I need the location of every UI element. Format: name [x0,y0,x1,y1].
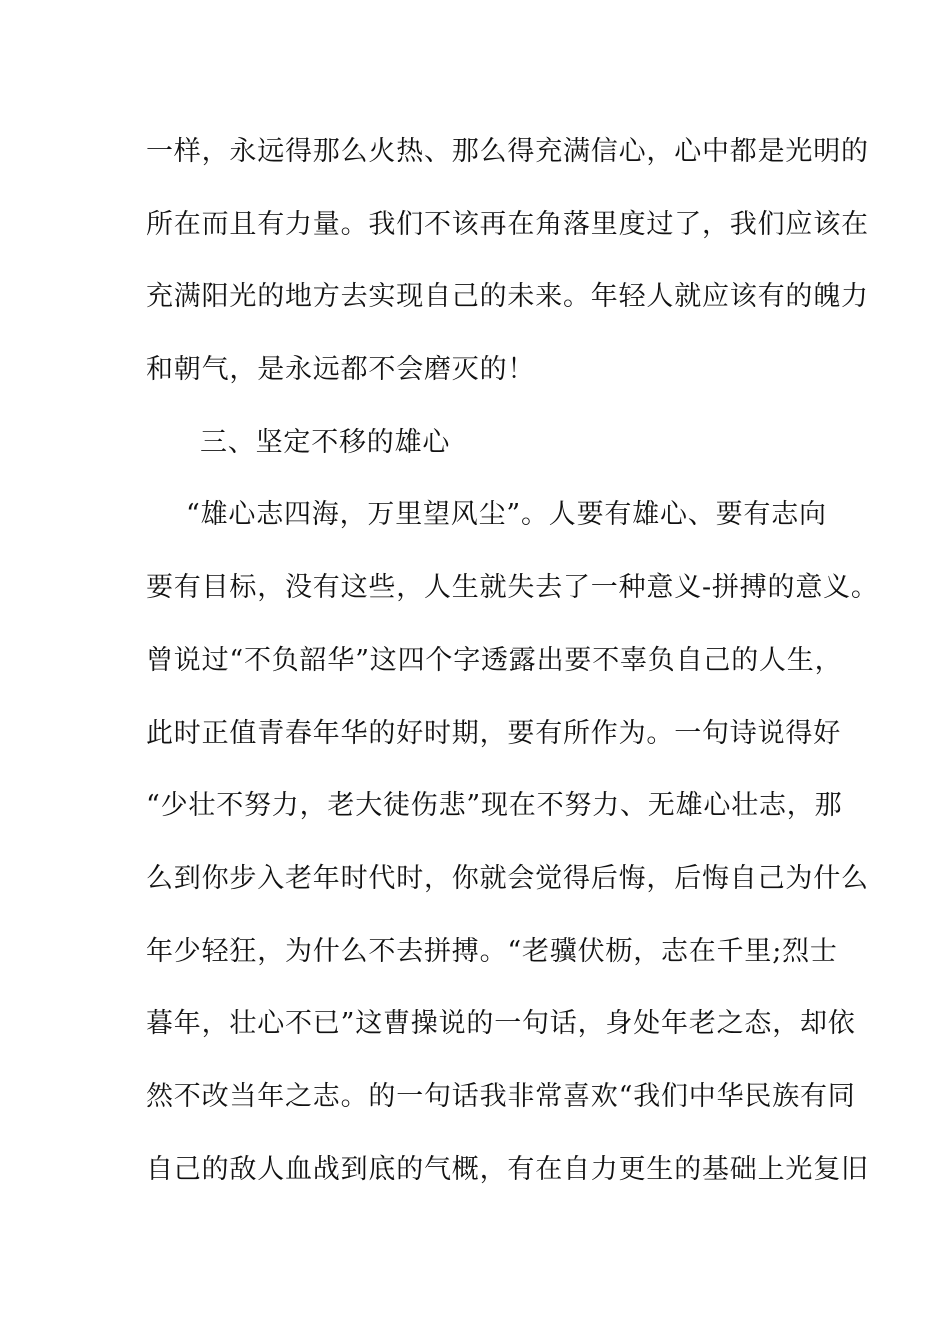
document-body [146,130,879,1220]
text-line: 年少轻狂，为什么不去拼搏。“老骥伏枥，志在千里;烈士 [146,935,838,967]
text-line: 然不改当年之志。的一句话我非常喜欢“我们中华民族有同 [146,1080,856,1112]
text-line: 要有目标，没有这些，人生就失去了一种意义-拼搏的意义。 [146,572,879,604]
text-line: “雄心志四海，万里望风尘”。人要有雄心、要有志向 [186,499,827,531]
text-line: 此时正值青春年华的好时期，要有所作为。一句诗说得好 [146,717,841,749]
text-line: 暮年，壮心不已”这曹操说的一句话，身处年老之态，却依 [146,1008,856,1040]
text-line: “少壮不努力，老大徒伤悲”现在不努力、无雄心壮志，那 [146,790,843,822]
text-line: 曾说过“不负韶华”这四个字透露出要不辜负自己的人生， [146,644,843,676]
text-line: 自己的敌人血战到底的气概，有在自力更生的基础上光复旧 [146,1153,869,1185]
section-heading: 三、坚定不移的雄心 [200,426,451,458]
text-line: 一样，永远得那么火热、那么得充满信心，心中都是光明的 [146,136,869,167]
text-line: 充满阳光的地方去实现自己的未来。年轻人就应该有的魄力 [146,281,869,313]
text-line: 么到你步入老年时代时，你就会觉得后悔，后悔自己为什么 [146,862,869,894]
text-line: 所在而且有力量。我们不该再在角落里度过了，我们应该在 [146,208,869,240]
text-line: 和朝气，是永远都不会磨灭的！ [146,354,536,386]
